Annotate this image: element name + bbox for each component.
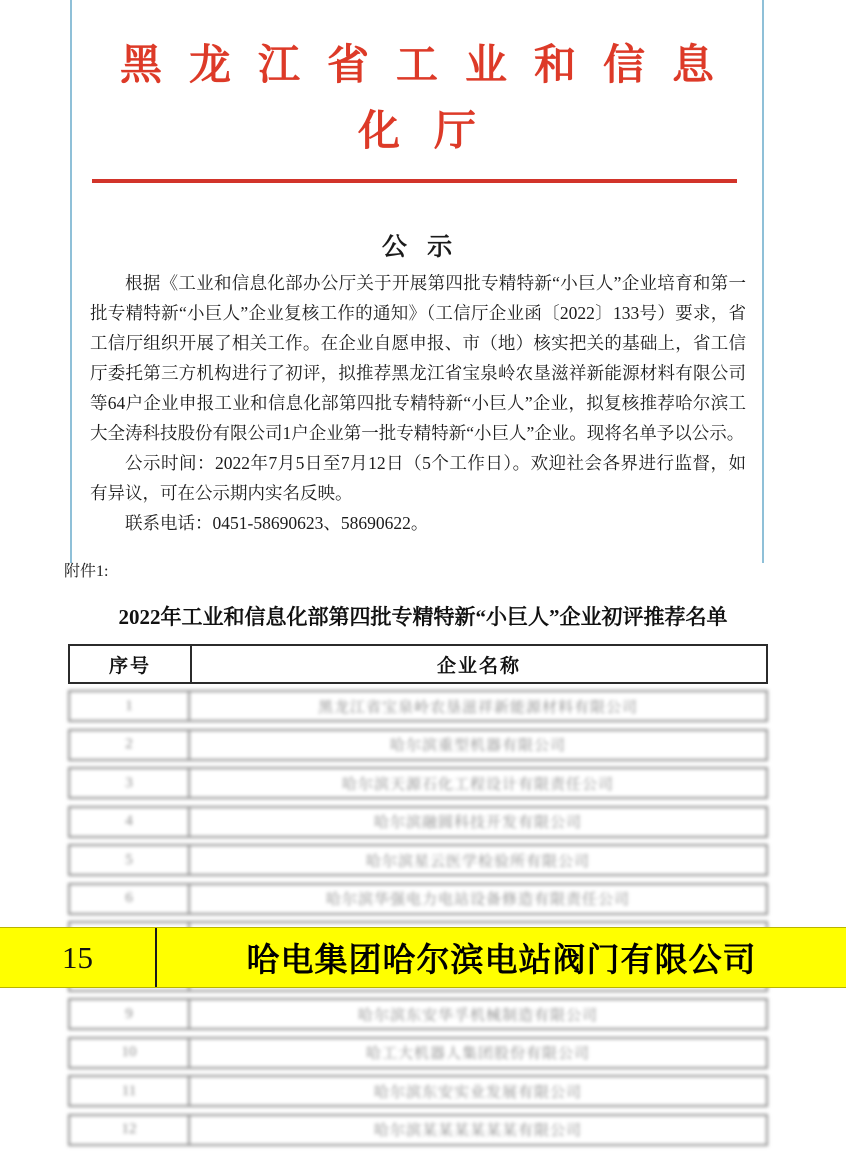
notice-paragraph-phone: 联系电话：0451-58690623、58690622。 [125, 513, 429, 533]
row-no: 12 [70, 1116, 190, 1144]
row-no: 2 [70, 731, 190, 759]
table-header-no: 序号 [70, 646, 192, 682]
table-row [68, 1114, 768, 1146]
row-company: 哈工大机器人集团股份有限公司 [365, 1046, 590, 1062]
row-company: 哈尔滨东安实业发展有限公司 [373, 1084, 582, 1101]
table-row [68, 806, 768, 838]
letterhead-agency-name-line2: 化厅 [357, 109, 510, 155]
table-row [68, 998, 768, 1030]
row-no: 11 [70, 1077, 190, 1105]
letterhead-red-rule [92, 179, 737, 183]
table-row [68, 690, 768, 722]
row-company: 哈尔滨天源石化工程设计有限责任公司 [341, 776, 614, 793]
table-title: 2022年工业和信息化部第四批专精特新“小巨人”企业初评推荐名单 [118, 605, 728, 629]
highlighted-table-row [0, 927, 846, 988]
row-company: 哈尔滨华强电力电站设备修造有限责任公司 [325, 892, 630, 908]
row-company: 黑龙江省宝泉岭农垦滋祥新能源材料有限公司 [317, 699, 638, 716]
letterhead-page-box [70, 0, 764, 563]
table-row [68, 1037, 768, 1069]
table-header-company-name: 企业名称 [436, 655, 521, 677]
notice-paragraph-main: 根据《工业和信息化部办公厅关于开展第四批专精特新“小巨人”企业培育和第一批专精特新“小巨人”企业复核工作的通知》（工信厅企业函〔2022〕133号）要求，省工信厅组织开展了相关工作。在企业自愿申报、市（地）核实把关的基础上，省工信厅委托第三方机构进行了初评，拟推荐黑龙江省宝泉岭农垦滋祥新能源材料有限公司等64户企业申报工业和信息化部第四批专精特新“小巨人”企业，拟复核推荐哈尔滨工大全涛科技股份有限公司1户企业第一批专精特新“小巨人”企业。现将名单予以公示。 [90, 273, 746, 443]
row-no: 4 [70, 808, 190, 836]
table-row [68, 883, 768, 915]
row-company: 哈尔滨重型机器有限公司 [389, 738, 566, 754]
table-row [68, 767, 768, 799]
table-row [68, 729, 768, 761]
attachment-label: 附件1: [64, 563, 109, 580]
notice-body [90, 268, 746, 538]
table-header-row [68, 644, 768, 684]
row-company: 哈尔滨融圆科技开发有限公司 [373, 815, 582, 831]
highlight-row-company: 哈电集团哈尔滨电站阀门有限公司 [246, 941, 757, 978]
table-body [68, 690, 768, 1152]
row-no: 1 [70, 692, 190, 720]
row-no: 10 [70, 1039, 190, 1067]
row-no: 5 [70, 846, 190, 874]
table-row [68, 1075, 768, 1107]
letterhead-agency-name-line1: 黑龙江省工业和信息 [119, 43, 741, 89]
row-company: 哈尔滨东安华孚机械制造有限公司 [357, 1007, 598, 1024]
row-company: 哈尔滨星云医学检验所有限公司 [365, 853, 590, 870]
highlight-row-no: 15 [0, 928, 157, 987]
table-row [68, 844, 768, 876]
row-no: 3 [70, 769, 190, 797]
notice-title: 公 示 [381, 234, 460, 261]
notice-paragraph-period: 公示时间：2022年7月5日至7月12日（5个工作日）。欢迎社会各界进行监督，如有异议，可在公示期内实名反映。 [90, 453, 746, 503]
row-no: 9 [70, 1000, 190, 1028]
row-company: 哈尔滨某某某某某某有限公司 [373, 1123, 582, 1139]
row-no: 6 [70, 885, 190, 913]
